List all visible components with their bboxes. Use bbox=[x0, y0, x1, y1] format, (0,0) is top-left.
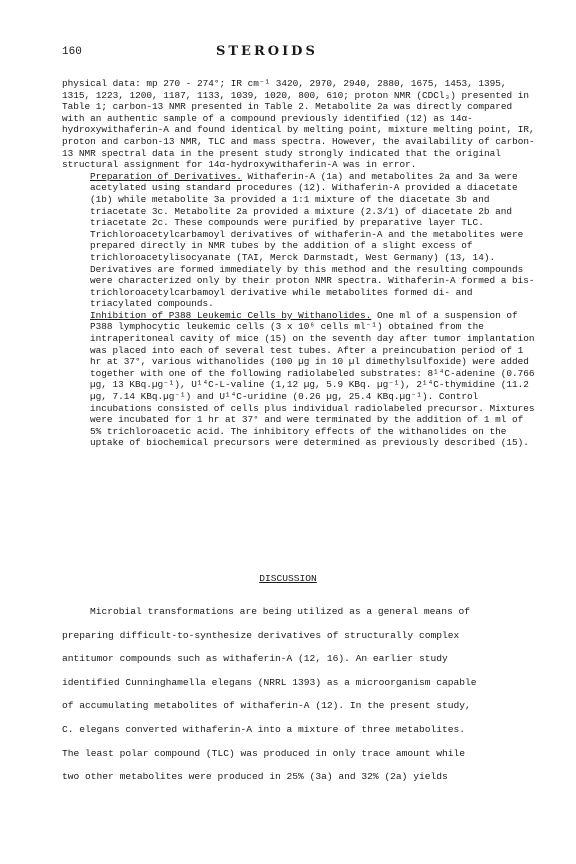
discussion-line: The least polar compound (TLC) was produced in only trace amount while bbox=[62, 747, 466, 759]
discussion-line: of accumulating metabolites of withaferin-A (12). In the present study, bbox=[62, 700, 471, 712]
discussion-line: antitumor compounds such as withaferin-A (12, 16). An earlier study bbox=[62, 653, 448, 665]
page-number: 160 bbox=[62, 46, 82, 58]
discussion-line: identified Cunninghamella elegans (NRRL 1393) as a microorganism capable bbox=[62, 676, 477, 688]
inhibition-paragraph bbox=[62, 310, 536, 449]
discussion-line: two other metabolites were produced in 25% (3a) and 32% (2a) yields bbox=[62, 771, 448, 783]
discussion-heading: DISCUSSION bbox=[259, 573, 317, 584]
discussion-section bbox=[62, 600, 536, 789]
discussion-line: Microbial transformations are being utilized as a general means of bbox=[90, 606, 470, 617]
discussion-line: C. elegans converted withaferin-A into a mixture of three metabolites. bbox=[62, 723, 466, 735]
results-section bbox=[62, 78, 536, 449]
derivatives-text: Withaferin-A (1a) and metabolites 2a and 3a were acetylated using standard procedures (12). Withaferin-A provided a diacetate (1b) while metabolite 3a provided a 1:1 mixture of the diacetate 3b and triacetate 3c. Metabolite 2a provided a mixture (2.3/1) of diacetate 2b and triacetate 2c. These compounds were purified by preparative layer TLC. bbox=[90, 170, 518, 229]
inhibition-text: One ml of a suspension of P388 lymphocytic leukemic cells (3 x 10⁶ cells ml⁻¹) obtained from the intraperitoneal cavity of mice (15) on the seventh day after tumor implantation was placed into each of several test tubes. After a preincubation period of 1 hr at 37°, various withanolides (100 µg in 10 µl dimethylsulfoxide) were added together with one of the following radiolabeled substrates: 8¹⁴C-adenine (0.766 µg, 13 KBq.µg⁻¹), U¹⁴C-L-valine (1,12 µg, 5.9 KBq. µg⁻¹), 2¹⁴C-thymidine (11.2 µg, 7.14 KBq.µg⁻¹) and U¹⁴C-uridine (0.26 µg, 25.4 KBq.µg⁻¹). Control incubations consisted of cells plus individual radiolabeled precursor. Mixtures were incubated for 1 hr at 37° and were terminated by the addition of 1 ml of 5% trichloroacetic acid. The inhibitory effects of the withanolides on the uptake of biochemical precursors were determined as previously described (15). bbox=[90, 309, 535, 449]
derivatives-paragraph bbox=[62, 171, 536, 229]
journal-title: STEROIDS bbox=[216, 44, 318, 59]
physical-data-paragraph: physical data: mp 270 - 274°; IR cm⁻¹ 3420, 2970, 2940, 2880, 1675, 1453, 1395, 1315, 1223, 1200, 1187, 1133, 1039, 1020, 800, 610; proton NMR (CDCl₃) presented in Table 1; carbon-13 NMR presented in Table 2. Metabolite 2a was directly compared with an authentic sample of a compound previously identified (12) as 14α-hydroxywithaferin-A and found identical by melting point, mixture melting point, IR, proton and carbon-13 NMR, TLC and mass spectra. However, the availability of carbon-13 NMR spectral data in the present study strongly indicated that the original structural assignment for 14α-hydroxywithaferin-A was in error. bbox=[62, 78, 535, 171]
trichloroacetyl-paragraph: Trichloroacetylcarbamoyl derivatives of withaferin-A and the metabolites were prepared directly in NMR tubes by the addition of a slight excess of trichloroacetylisocyanate (TAI, Merck Darmstadt, West Germany) (13, 14). Derivatives are formed immediately by this method and the resulting compounds were characterized only by their proton NMR spectra. Withaferin-A formed a bis-trichloroacetylcarbamoyl derivative while metabolites formed di- and triacylated compounds. bbox=[90, 228, 535, 310]
derivatives-heading: Preparation of Derivatives. bbox=[90, 170, 242, 182]
inhibition-heading: Inhibition of P388 Leukemic Cells by Withanolides. bbox=[90, 309, 372, 321]
discussion-line: preparing difficult-to-synthesize derivatives of structurally complex bbox=[62, 629, 460, 641]
